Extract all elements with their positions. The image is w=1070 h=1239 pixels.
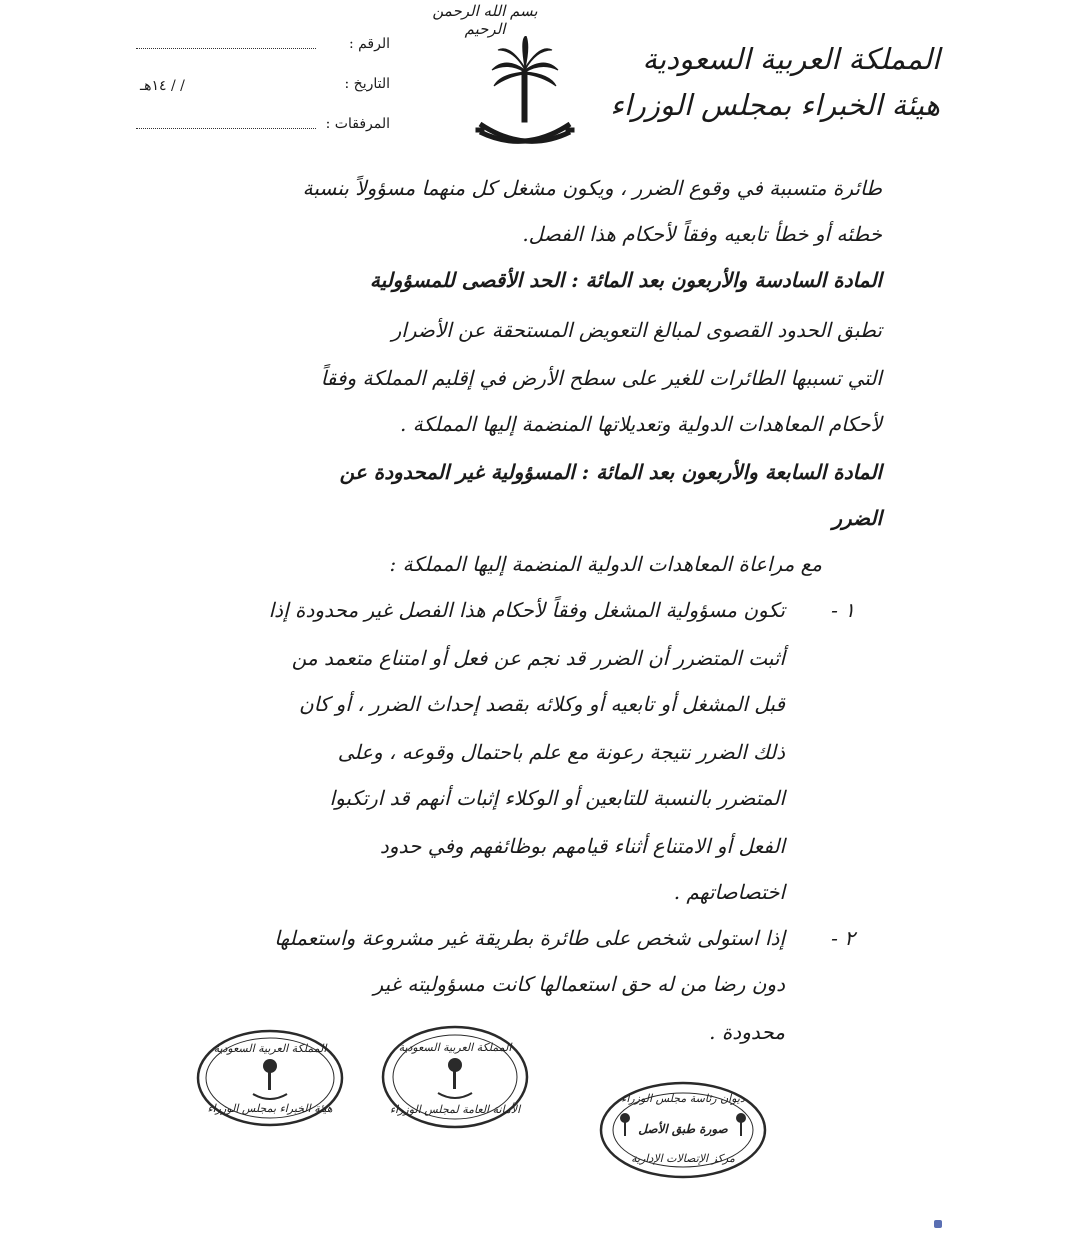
scan-mark <box>934 1220 942 1228</box>
body-line: لأحكام المعاهدات الدولية وتعديلاتها المنضمة إليها المملكة . <box>400 412 882 436</box>
list-item-line: دون رضا من له حق استعمالها كانت مسؤوليته غير <box>373 972 785 996</box>
general-secretariat-stamp <box>380 1025 530 1130</box>
list-intro: مع مراعاة المعاهدات الدولية المنضمة إليها المملكة : <box>389 552 822 576</box>
number-label: الرقم : <box>348 36 390 52</box>
date-value: / / ١٤هـ <box>140 78 185 94</box>
stamp-text: المملكة العربية السعودية <box>213 1042 327 1055</box>
list-item-line: تكون مسؤولية المشغل وفقاً لأحكام هذا الفصل غير محدودة إذا <box>268 598 785 622</box>
organization-heading <box>610 36 940 128</box>
palm-swords-emblem-icon <box>470 36 580 156</box>
list-number: ٢ - <box>831 926 855 950</box>
date-label: التاريخ : <box>344 76 390 92</box>
org-line-2: هيئة الخبراء بمجلس الوزراء <box>610 88 940 122</box>
body-line: التي تسببها الطائرات للغير على سطح الأرض في إقليم المملكة وفقاً <box>320 366 882 390</box>
basmala: بسم الله الرحمن الرحيم <box>432 2 538 38</box>
list-item-line: الفعل أو الامتناع أثناء قيامهم بوظائفهم وفي حدود <box>379 834 785 858</box>
article-146-title: المادة السادسة والأربعون بعد المائة : الحد الأقصى للمسؤولية <box>369 268 882 292</box>
list-item-line: محدودة . <box>709 1020 785 1044</box>
true-copy-stamp <box>598 1080 768 1180</box>
attachments-label: المرفقات : <box>325 116 390 132</box>
stamp-text: الأمانة العامة لمجلس الوزراء <box>389 1103 521 1116</box>
list-number: ١ - <box>831 598 855 622</box>
list-item-line: المتضرر بالنسبة للتابعين أو الوكلاء إثبات أنهم قد ارتكبوا <box>329 786 785 810</box>
expert-commission-stamp <box>195 1028 345 1128</box>
body-line: خطئه أو خطأ تابعيه وفقاً لأحكام هذا الفصل. <box>522 222 882 246</box>
body-line: طائرة متسببة في وقوع الضرر ، ويكون مشغل كل منهما مسؤولاً بنسبة <box>302 176 882 200</box>
stamp-text: هيئة الخبراء بمجلس الوزراء <box>207 1102 333 1115</box>
list-item-line: أثبت المتضرر أن الضرر قد نجم عن فعل أو امتناع متعمد من <box>291 646 785 670</box>
number-line <box>136 48 316 49</box>
body-line: تطبق الحدود القصوى لمبالغ التعويض المستحقة عن الأضرار <box>391 318 882 342</box>
list-item-line: اختصاصاتهم . <box>673 880 785 904</box>
list-item-line: قبل المشغل أو تابعيه أو وكلائه بقصد إحداث الضرر ، أو كان <box>299 692 785 716</box>
article-147-title-cont: الضرر <box>832 506 882 530</box>
stamp-text: صورة طبق الأصل <box>638 1122 728 1136</box>
list-item-line: إذا استولى شخص على طائرة بطريقة غير مشروعة واستعملها <box>274 926 785 950</box>
org-line-1: المملكة العربية السعودية <box>642 42 940 76</box>
attachments-line <box>136 128 316 129</box>
stamp-text: المملكة العربية السعودية <box>398 1041 512 1054</box>
article-147-title: المادة السابعة والأربعون بعد المائة : المسؤولية غير المحدودة عن <box>339 460 882 484</box>
stamp-text: مركز الإتصالات الإدارية <box>631 1152 735 1165</box>
list-item-line: ذلك الضرر نتيجة رعونة مع علم باحتمال وقوعه ، وعلى <box>337 740 785 764</box>
stamp-text: ديوان رئاسة مجلس الوزراء <box>621 1092 745 1105</box>
